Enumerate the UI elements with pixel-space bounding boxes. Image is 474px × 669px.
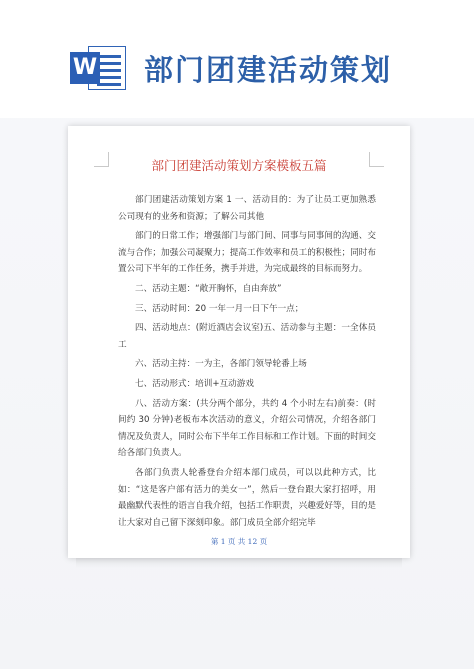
word-letter: W <box>70 52 100 84</box>
document-page <box>68 126 410 558</box>
paragraph: 七、活动形式：培训+互动游戏 <box>135 378 254 389</box>
page-indicator: 第 1 页 共 12 页 <box>210 537 268 546</box>
paragraph: 八、活动方案：(共分两个部分，共约 4 个小时左右)前奏：(时间约 30 分钟)老板布本次活动的意义，介绍公司情况，介绍各部门情况及负责人，同时公布下半年工作目标和工作计划。下面的时间交给各部门负责人。 <box>118 398 376 459</box>
word-icon <box>70 46 126 90</box>
paragraph: 六、活动主持：一为主，各部门领导轮番上场 <box>135 359 307 370</box>
paragraph: 四、活动地点：(附近酒店会议室)五、活动参与主题：一全体员工 <box>118 323 376 350</box>
paragraph: 部门的日常工作；增强部门与部门间、同事与同事间的沟通、交流与合作；加强公司凝聚力；提高工作效率和员工的积极性；同时布置公司下半年的工作任务，携手并进，为完成最终的目标而努力。 <box>118 231 376 275</box>
paragraph: 二、活动主题：“敞开胸怀，自由奔放” <box>135 283 282 294</box>
page-title: 部门团建活动策划 <box>144 53 393 87</box>
paragraph: 三、活动时间：20 一年一月一日下午一点； <box>135 303 304 314</box>
paragraph: 部门团建活动策划方案 1 一、活动目的：为了让员工更加熟悉公司现有的业务和资源；了解公司其他 <box>118 195 376 222</box>
document-title: 部门团建活动策划方案模板五篇 <box>151 158 327 173</box>
page-shadow <box>76 558 402 568</box>
header-banner <box>0 0 474 118</box>
document-body <box>118 192 376 531</box>
paragraph: 各部门负责人轮番登台介绍本部门成员，可以以此种方式，比如：“这是客户部有活力的美女一”，然后一登台跟大家打招呼，用最幽默代表性的语言自我介绍，包括工作职责，兴趣爱好等，目的是让大家对自己留下深刻印象。部门成员全部介绍完毕 <box>118 467 376 528</box>
